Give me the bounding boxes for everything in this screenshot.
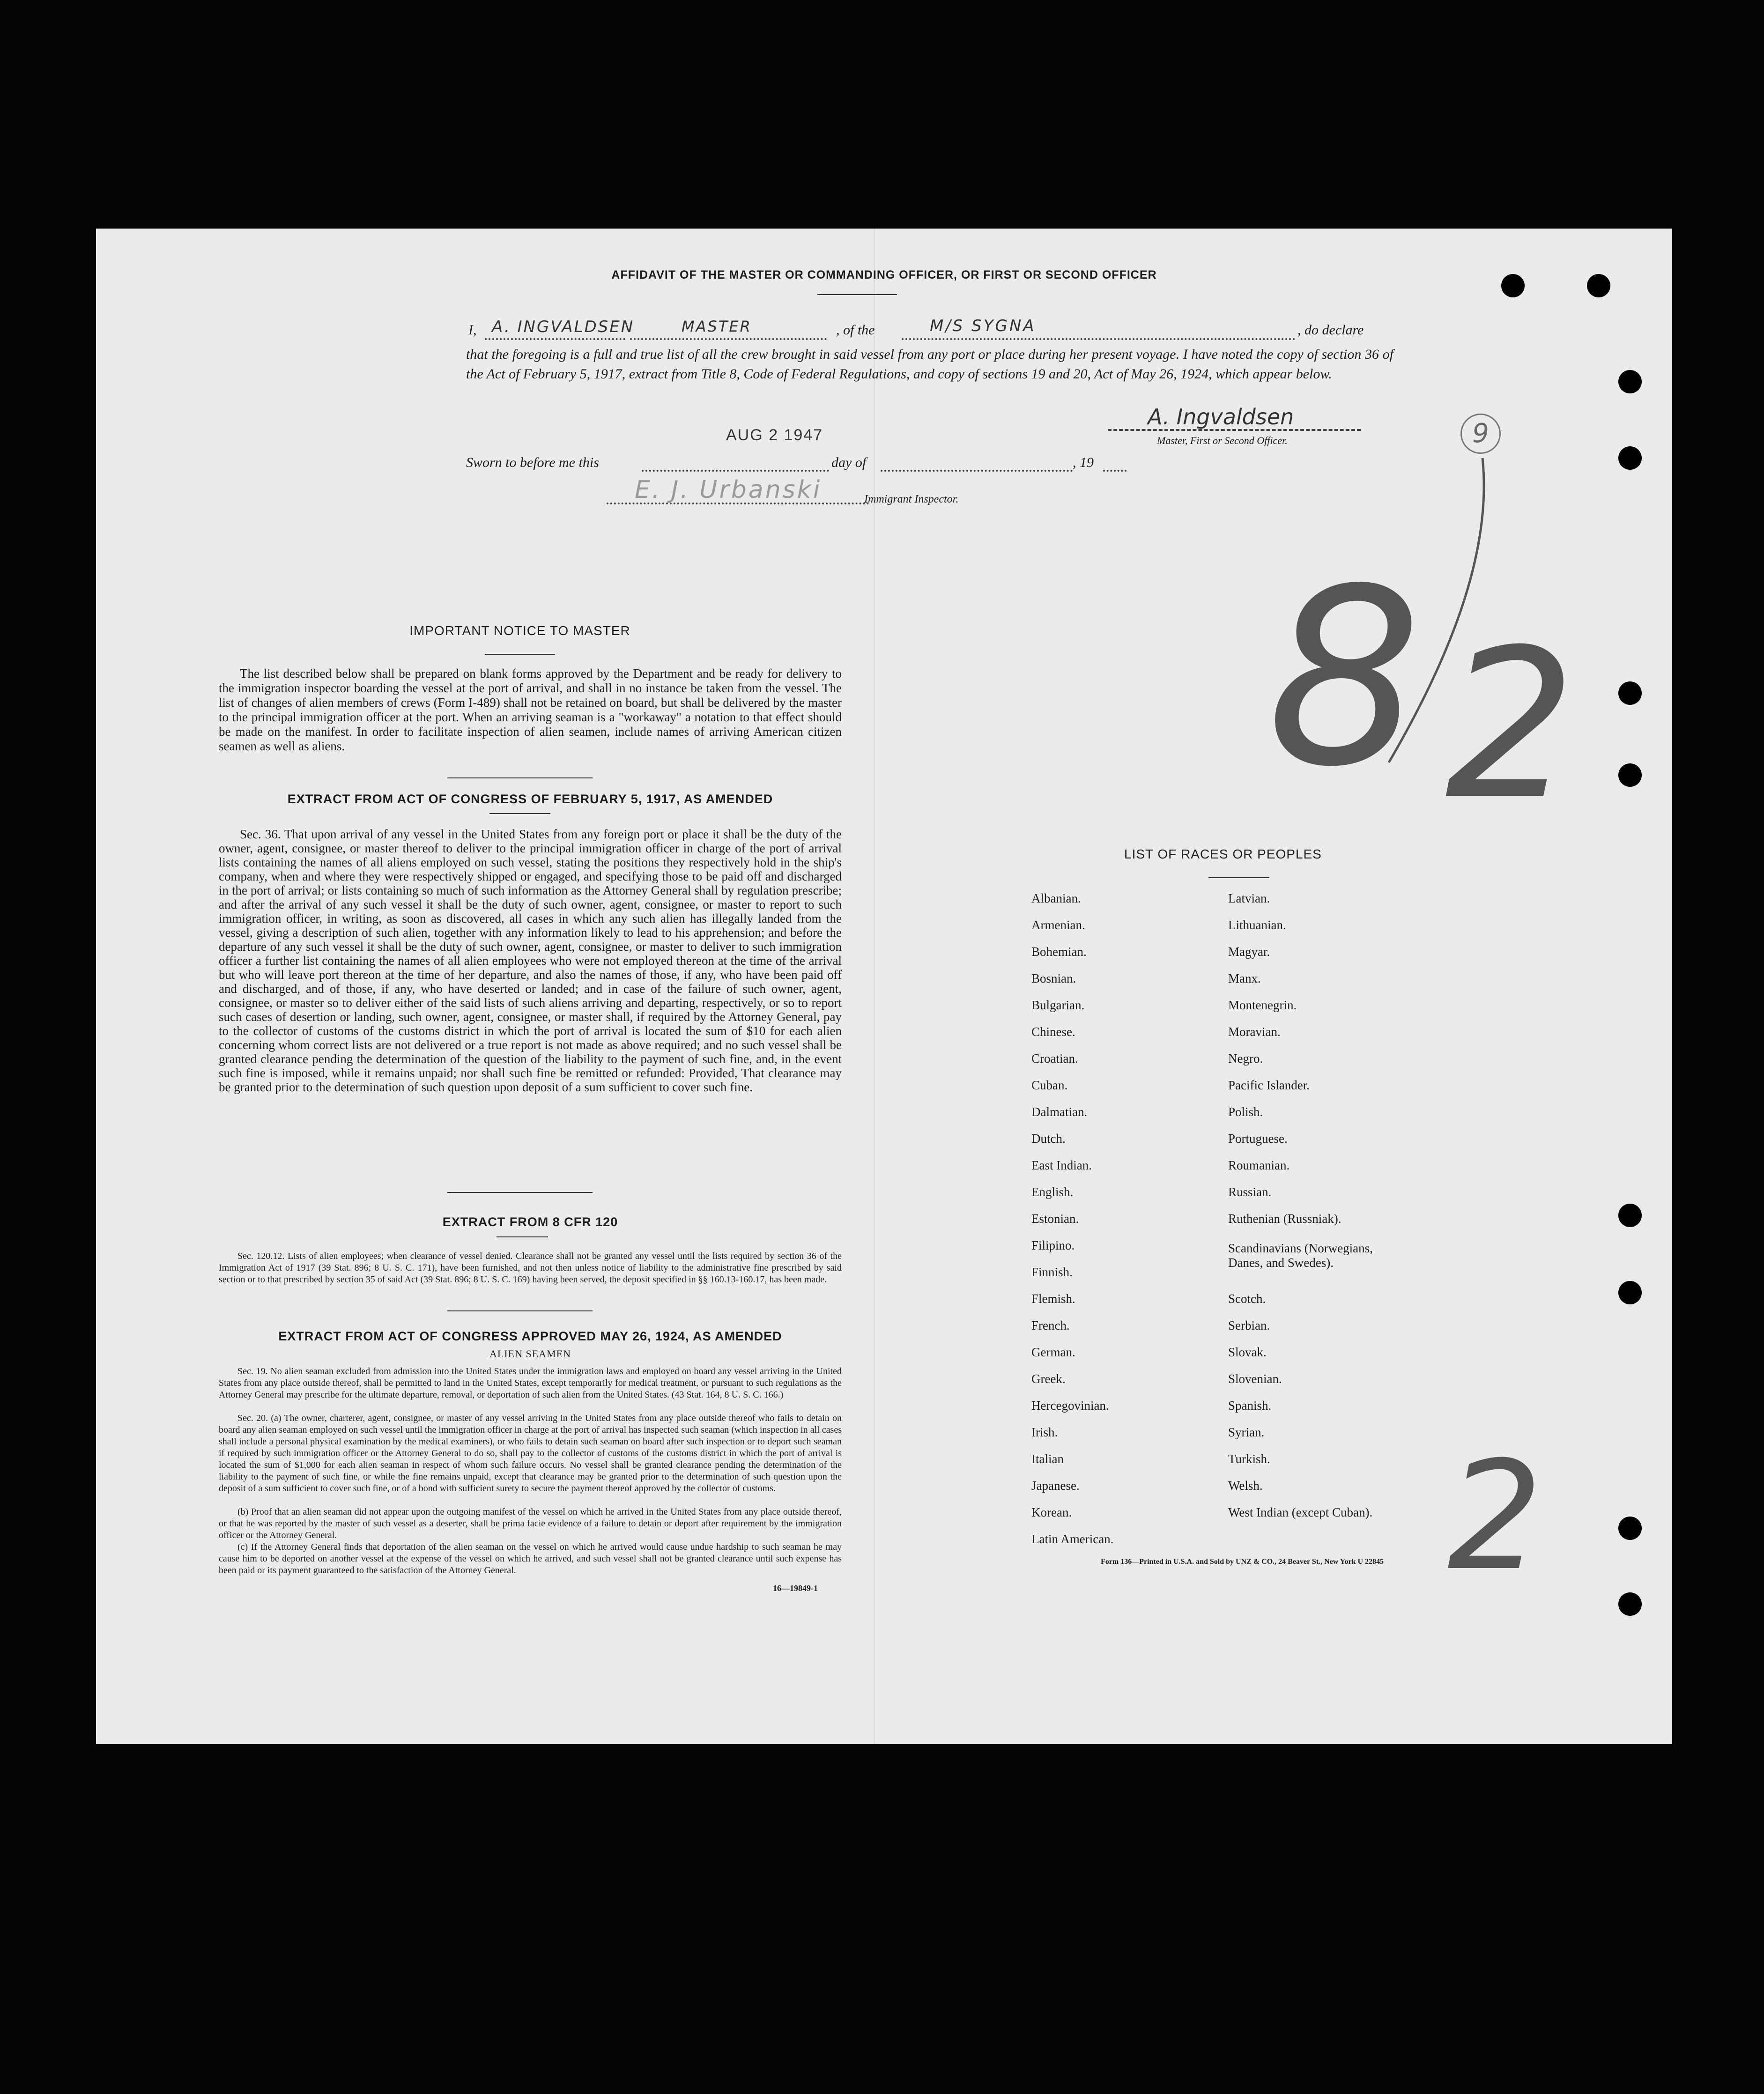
extract-1924-sec19: Sec. 19. No alien seaman excluded from admission into the United States under the immigration laws and employed on board any vessel arriving in the United States from any place outside thereof, shall be permitted to land in the United States, except temporarily for medical treatment, or pursuant to such regulations as the Attorney General may prescribe for the ultimate departure, removal, or deportation of such alien from the United States. (43 Stat. 164, 8 U. S. C. 166.) (219, 1366, 842, 1400)
punch-hole (1618, 370, 1642, 393)
circled-number: 9 (1460, 414, 1501, 454)
punch-hole (1618, 763, 1642, 787)
i-label: I, (468, 322, 477, 338)
extract-cfr-text: Sec. 120.12. Lists of alien employees; when clearance of vessel denied. Clearance shall not be granted any vessel until the lists required by section 36 of the Immigration Act of 1917 (39 Stat. 896; 8 U. S. C. 171), have been furnished, and not then unless notice of liability to the administrative fine prescribed by said section or to that prescribed by section 35 of said Act (39 Stat. 896; 8 U. S. C. 169) having been served, the deposit specified in §§ 160.13-160.17, has been made. (219, 1251, 842, 1285)
race-left-6: Croatian. (1031, 1051, 1078, 1065)
race-left-23: Korean. (1031, 1505, 1072, 1519)
race-left-20: Irish. (1031, 1425, 1058, 1439)
document-page (96, 229, 1672, 1744)
form-number: 16—19849-1 (773, 1583, 818, 1593)
race-left-7: Cuban. (1031, 1078, 1068, 1092)
race-left-0: Albanian. (1031, 891, 1081, 905)
fraction-numerator: 8 (1267, 536, 1422, 820)
race-right-13: Scandinavians (Norwegians, Danes, and Swedes). (1228, 1241, 1373, 1270)
race-left-15: Flemish. (1031, 1292, 1075, 1306)
bottom-number: 2 (1447, 1429, 1543, 1604)
race-left-11: English. (1031, 1185, 1074, 1199)
race-right-2: Magyar. (1228, 945, 1270, 959)
extract-1924-sec20c: (c) If the Attorney General finds that deportation of the alien seaman on the vessel on which he arrived would cause undue hardship to such seaman he may cause him to be deported on another vessel at the expense of the vessel on which he arrived, and such vessel shall not be granted clearance until such expense has been paid or its payment guaranteed to the satisfaction of the Attorney General. (219, 1542, 842, 1576)
punch-hole (1587, 274, 1610, 297)
race-left-8: Dalmatian. (1031, 1105, 1088, 1119)
do-declare-label: , do declare (1297, 322, 1364, 338)
race-left-18: Greek. (1031, 1372, 1066, 1386)
year-label: , 19 (1073, 455, 1094, 470)
sworn-label: Sworn to before me this (466, 455, 599, 470)
race-right-12: Ruthenian (Russniak). (1228, 1212, 1342, 1226)
of-the-label: , of the (836, 322, 875, 338)
race-left-14: Finnish. (1031, 1265, 1073, 1279)
punch-hole (1618, 1592, 1642, 1616)
race-right-0: Latvian. (1228, 891, 1270, 905)
race-right-15: Serbian. (1228, 1318, 1270, 1332)
punch-hole (1501, 274, 1525, 297)
vessel-name: M/S SYGNA (930, 317, 1036, 335)
race-right-19: Syrian. (1228, 1425, 1265, 1439)
inspector-signature: E. J. Urbanski (635, 476, 822, 504)
punch-hole (1618, 1281, 1642, 1304)
day-of-label: day of (831, 455, 867, 470)
race-right-6: Negro. (1228, 1051, 1263, 1065)
race-right-11: Russian. (1228, 1185, 1272, 1199)
inspector-caption: Immigrant Inspector. (864, 493, 959, 505)
extract-cfr-heading: EXTRACT FROM 8 CFR 120 (442, 1215, 618, 1229)
race-right-16: Slovak. (1228, 1345, 1267, 1359)
extract-1917-heading: EXTRACT FROM ACT OF CONGRESS OF FEBRUARY 5, 1917, AS AMENDED (287, 792, 773, 806)
extract-1917-text: Sec. 36. That upon arrival of any vessel in the United States from any foreign port or place it shall be the duty of the owner, agent, consignee, or master thereof to deliver to the principal immigration officer in charge of the port of arrival lists containing the names of all aliens employed on such vessel, stating the positions they respectively hold in the ship's company, when and where they were respectively shipped or engaged, and specifying those to be paid off and discharged in the port of arrival; or lists containing so much of such information as the Attorney General shall by regulation prescribe; and after the arrival of any such vessel it shall be the duty of such owner, agent, consignee, or master to report to such immigration officer, in writing, as soon as discovered, all cases in which any such alien has illegally landed from the vessel, giving a description of such alien, together with any information likely to lead to his apprehension; and before the departure of any such vessel it shall be the duty of such owner, agent, consignee, or master to deliver to such immigration officer a further list containing the names of all alien employees who were not employed thereon at the time of the arrival but who will leave port thereon at the time of her departure, and also the names of those, if any, who have been paid off and discharged, and of those, if any, who have deserted or landed; and in case of the failure of such owner, agent, consignee, or master so to deliver either of the said lists of such aliens arriving and departing, respectively, or so to report such cases of desertion or landing, such owner, agent, consignee, or master shall, if required by the Attorney General, pay to the collector of customs of the customs district in which the port of arrival is located the sum of $10 for each alien concerning whom correct lists are not delivered or a true report is not made as above required; and no such vessel shall be granted clearance pending the determination of the question of the liability to the payment of such fine, and, in the event such fine is imposed, while it remains unpaid; nor shall such fine be remitted or refunded: Provided, That clearance may be granted prior to the determination of such question upon deposit of a sum sufficient to cover such fine. (219, 827, 842, 1094)
race-right-7: Pacific Islander. (1228, 1078, 1310, 1092)
race-right-5: Moravian. (1228, 1025, 1281, 1039)
race-right-3: Manx. (1228, 971, 1261, 985)
race-left-21: Italian (1031, 1452, 1064, 1466)
master-rank: MASTER (682, 318, 752, 335)
race-right-14: Scotch. (1228, 1292, 1266, 1306)
race-right-20: Turkish. (1228, 1452, 1270, 1466)
race-left-2: Bohemian. (1031, 945, 1087, 959)
race-left-4: Bulgarian. (1031, 998, 1085, 1012)
notice-heading: IMPORTANT NOTICE TO MASTER (409, 623, 630, 638)
race-left-1: Armenian. (1031, 918, 1085, 932)
race-right-17: Slovenian. (1228, 1372, 1282, 1386)
races-heading: LIST OF RACES OR PEOPLES (1124, 847, 1322, 861)
race-left-9: Dutch. (1031, 1132, 1066, 1146)
affidavit-title: AFFIDAVIT OF THE MASTER OR COMMANDING OFFICER, OR FIRST OR SECOND OFFICER (611, 268, 1157, 281)
race-right-1: Lithuanian. (1228, 918, 1286, 932)
printer-line: Form 136—Printed in U.S.A. and Sold by UNZ & CO., 24 Beaver St., New York U 22845 (1101, 1558, 1384, 1566)
punch-hole (1618, 1517, 1642, 1540)
race-right-18: Spanish. (1228, 1398, 1272, 1413)
extract-1924-sec20b: (b) Proof that an alien seaman did not appear upon the outgoing manifest of the vessel on which he arrived in the United States from any place outside thereof, or that he was reported by the master of such vessel as a deserter, shall be prima facie evidence of a failure to detain or deport after requirement by the immigration officer or the Attorney General. (219, 1507, 842, 1540)
punch-hole (1618, 681, 1642, 705)
punch-hole (1618, 446, 1642, 470)
race-left-3: Bosnian. (1031, 971, 1076, 985)
extract-1924-heading: EXTRACT FROM ACT OF CONGRESS APPROVED MAY 26, 1924, AS AMENDED (278, 1329, 782, 1343)
master-caption: Master, First or Second Officer. (1157, 435, 1288, 446)
title-rule (817, 294, 897, 295)
race-right-8: Polish. (1228, 1105, 1263, 1119)
race-right-21: Welsh. (1228, 1479, 1263, 1493)
race-left-24: Latin American. (1031, 1532, 1114, 1546)
race-right-10: Roumanian. (1228, 1158, 1290, 1172)
race-left-16: French. (1031, 1318, 1070, 1332)
race-left-5: Chinese. (1031, 1025, 1075, 1039)
race-left-12: Estonian. (1031, 1212, 1079, 1226)
race-left-17: German. (1031, 1345, 1075, 1359)
notice-text: The list described below shall be prepared on blank forms approved by the Department and be ready for delivery to the immigration inspector boarding the vessel at the port of arrival, and shall in no instance be taken from the vessel. The list of changes of alien members of crews (Form I-489) shall not be retained on board, but shall be delivered by the master to the principal immigration officer at the port. When an arriving seaman is a "workaway" a notation to that effect should be made on the manifest. In order to facilitate inspection of alien seamen, include names of arriving American citizen seamen as well as aliens. (219, 666, 842, 753)
extract-1924-subheading: ALIEN SEAMEN (489, 1348, 571, 1360)
page-fold (874, 229, 875, 1744)
race-left-13: Filipino. (1031, 1238, 1075, 1252)
race-right-4: Montenegrin. (1228, 998, 1297, 1012)
race-left-19: Hercegovinian. (1031, 1398, 1109, 1413)
punch-hole (1618, 1204, 1642, 1227)
master-name: A. INGVALDSEN (492, 318, 635, 336)
race-right-9: Portuguese. (1228, 1132, 1288, 1146)
fraction-denominator: 2 (1445, 605, 1576, 845)
race-left-22: Japanese. (1031, 1479, 1080, 1493)
race-left-10: East Indian. (1031, 1158, 1092, 1172)
master-signature: A. Ingvaldsen (1148, 404, 1294, 429)
declaration-text: that the foregoing is a full and true list of all the crew brought in said vessel from any port or place during her present voyage. I have noted the copy of section 36 of the Act of February 5, 1917, extract from Title 8, Code of Federal Regulations, and copy of sections 19 and 20, Act of May 26, 1924, which appear below. (466, 347, 1393, 382)
race-right-22: West Indian (except Cuban). (1228, 1505, 1373, 1519)
extract-1924-sec20a: Sec. 20. (a) The owner, charterer, agent, consignee, or master of any vessel arriving in the United States from any place outside thereof who fails to detain on board any alien seaman employed on such vessel until the immigration officer in charge at the port of arrival has inspected such seaman (which inspection in all cases shall include a personal physical examination by the medical examiners), or who fails to detain such seaman on board after such inspection or to deport such seaman if required by such immigration officer or the Attorney General to do so, shall pay to the collector of customs of the customs district in which the port of arrival is located the sum of $1,000 for each alien seaman in respect of whom such failure occurs. No vessel shall be granted clearance pending the determination of the liability to the payment of such fine, or while the fine remains unpaid, except that clearance may be granted prior to the determination of such question upon the deposit of a sum sufficient to cover such fine, or of a bond with sufficient surety to secure the payment thereof approved by the collector of customs. (219, 1413, 842, 1494)
date-stamp: AUG 2 1947 (726, 426, 823, 444)
